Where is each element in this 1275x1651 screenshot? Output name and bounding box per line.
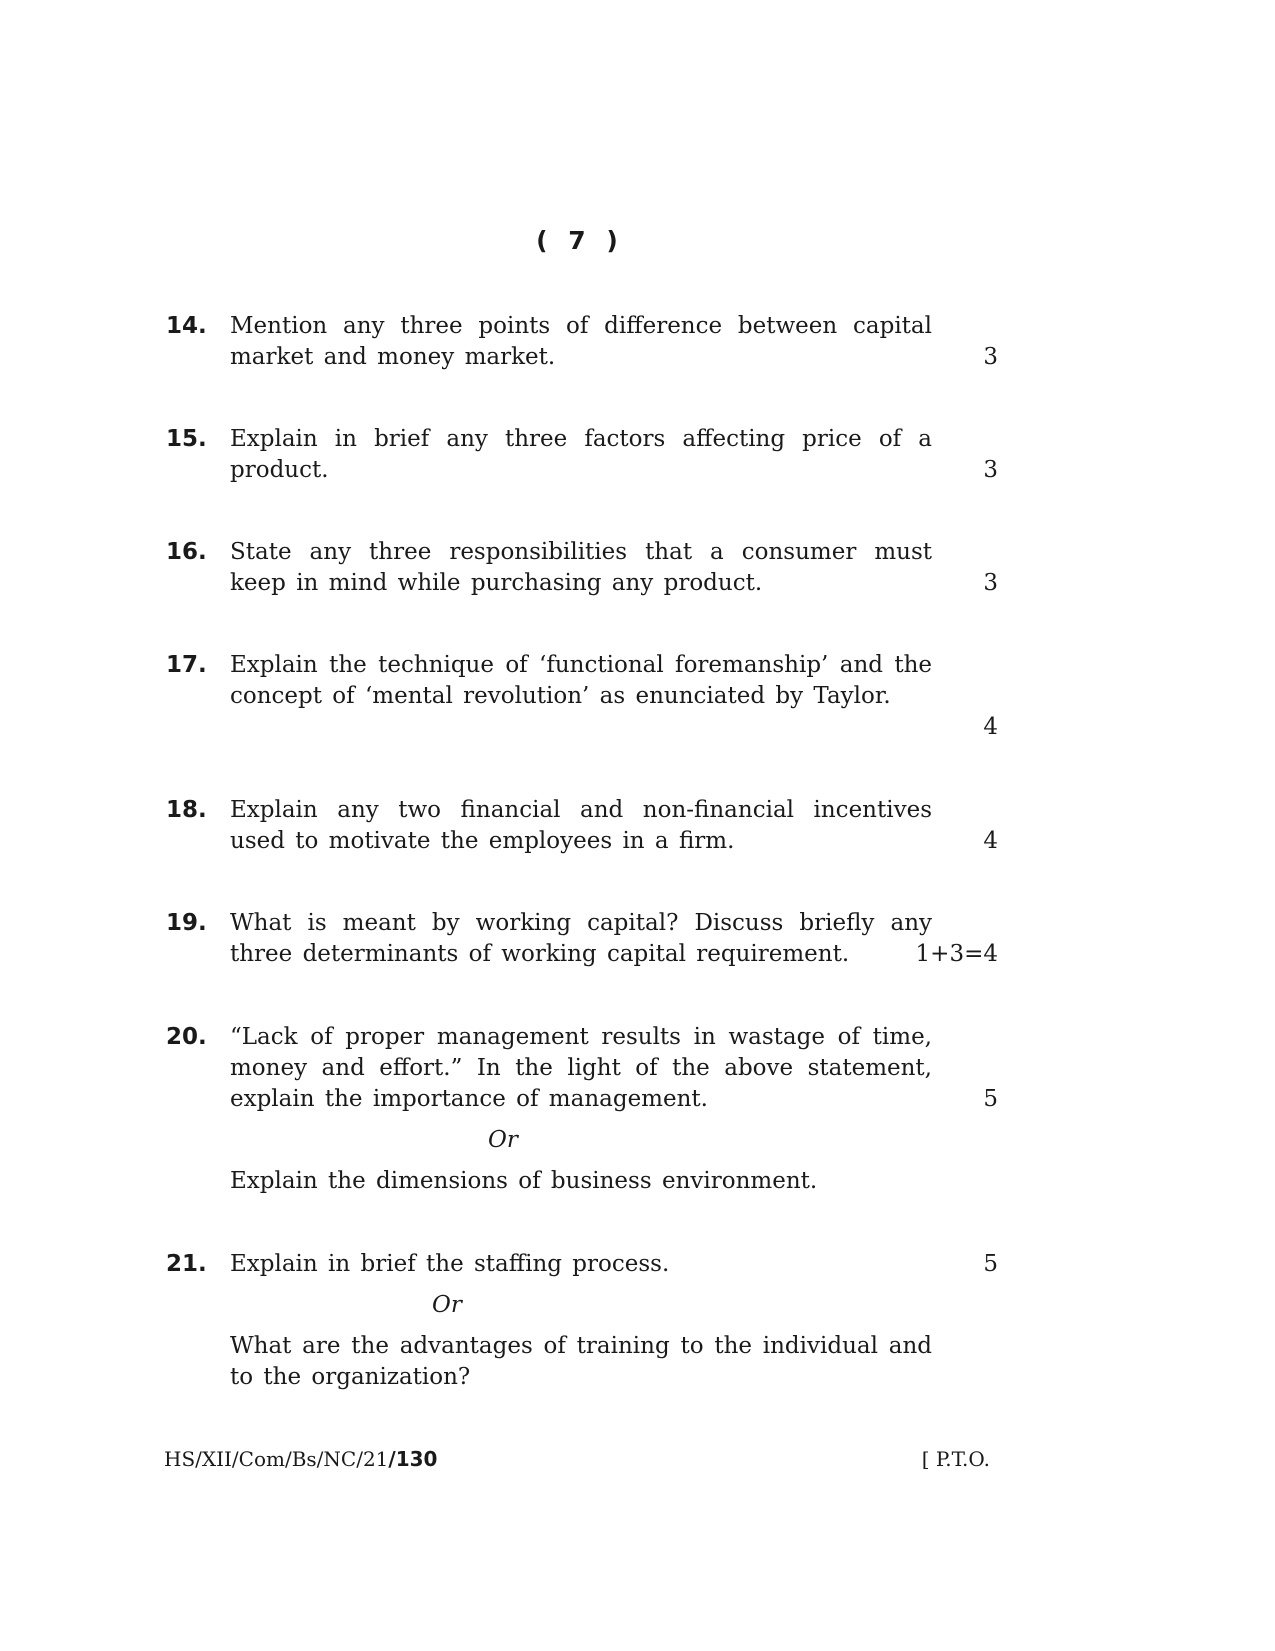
question-number: 19.: [166, 910, 207, 936]
question-marks: 3: [983, 457, 998, 483]
question-text: What is meant by working capital? Discuss briefly any three determinants of working capital requirement.: [230, 910, 932, 967]
question-marks: 5: [983, 1251, 998, 1277]
paper-code-prefix: HS/XII/Com/Bs/NC/21: [164, 1447, 389, 1471]
question-number: 16.: [166, 539, 207, 565]
question-marks: 3: [983, 570, 998, 596]
alternative-question-text: Explain the dimensions of business environment.: [230, 1168, 818, 1194]
question-marks: 4: [983, 714, 998, 740]
question-text: State any three responsibilities that a consumer must keep in mind while purchasing any product.: [230, 539, 932, 596]
pto-label: [ P.T.O.: [921, 1447, 990, 1471]
question-marks: 3: [983, 344, 998, 370]
paper-code: [164, 1446, 437, 1472]
question-number: 21.: [166, 1251, 207, 1277]
question-number: 18.: [166, 797, 207, 823]
question-number: 14.: [166, 313, 207, 339]
question-marks: 1+3=4: [915, 941, 998, 967]
question-text: Explain the technique of ‘functional foremanship’ and the concept of ‘mental revolution’ as enunciated by Taylor.: [230, 652, 932, 709]
question-marks: 4: [983, 828, 998, 854]
or-label: Or: [488, 1127, 518, 1153]
page-number: ( 7 ): [536, 226, 624, 255]
question-text: Explain any two financial and non-financial incentives used to motivate the employees in a firm.: [230, 797, 932, 854]
alternative-question-text: What are the advantages of training to the individual and to the organization?: [230, 1333, 932, 1390]
question-text: Mention any three points of difference between capital market and money market.: [230, 313, 932, 370]
or-label: Or: [432, 1292, 462, 1318]
question-number: 20.: [166, 1024, 207, 1050]
question-number: 15.: [166, 426, 207, 452]
question-text: Explain in brief any three factors affecting price of a product.: [230, 426, 932, 483]
question-number: 17.: [166, 652, 207, 678]
question-marks: 5: [983, 1086, 998, 1112]
question-text: “Lack of proper management results in wastage of time, money and effort.” In the light of the above statement, explain the importance of management.: [230, 1024, 932, 1112]
question-text: Explain in brief the staffing process.: [230, 1251, 670, 1277]
paper-code-suffix: /130: [388, 1447, 438, 1471]
